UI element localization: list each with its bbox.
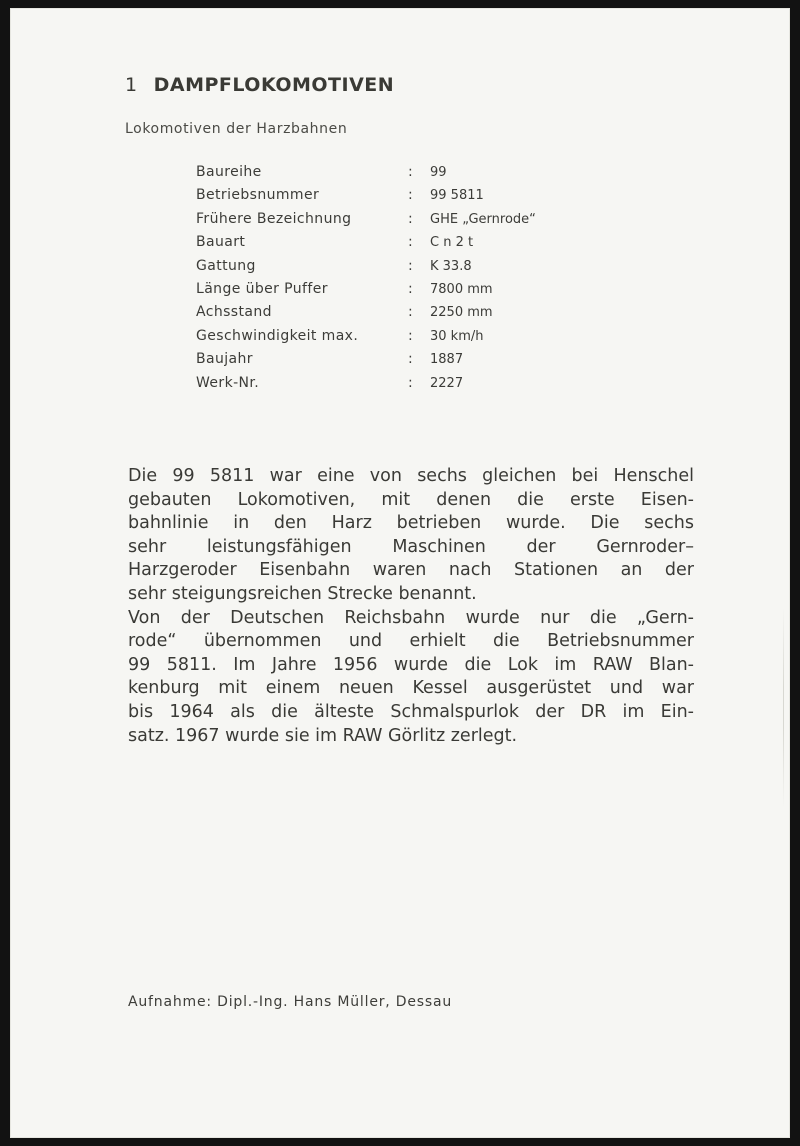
paper-crease — [783, 608, 784, 808]
spec-separator: : — [408, 187, 413, 204]
spec-value: 30 km/h — [430, 328, 484, 344]
spec-label: Werk-Nr. — [196, 374, 260, 391]
spec-value: 1887 — [430, 352, 464, 368]
spec-separator: : — [408, 257, 413, 274]
spec-label: Bauart — [196, 234, 246, 251]
spec-value: 99 — [430, 165, 447, 180]
subtitle: Lokomotiven der Harzbahnen — [125, 121, 348, 137]
spec-label: Frühere Bezeichnung — [196, 210, 352, 227]
body-line: bis 1964 als die älteste Schmalspurlok der DR im Ein- — [128, 701, 694, 722]
spec-label: Baureihe — [196, 164, 262, 180]
body-line: Von der Deutschen Reichsbahn wurde nur die „Gern- — [128, 607, 694, 628]
spec-separator: : — [408, 164, 413, 180]
spec-separator: : — [408, 234, 413, 251]
body-line: gebauten Lokomotiven, mit denen die erste Eisen- — [128, 489, 694, 510]
section-title: DAMPFLOKOMOTIVEN — [153, 74, 395, 96]
spec-value: GHE „Gernrode“ — [430, 211, 536, 227]
body-line: Harzgeroder Eisenbahn waren nach Stationen an der — [128, 560, 694, 581]
photo-credit: Aufnahme: Dipl.-Ing. Hans Müller, Dessau — [128, 994, 453, 1010]
spec-separator: : — [408, 327, 413, 344]
spec-value: 99 5811 — [430, 188, 484, 204]
spec-value: 2227 — [430, 375, 464, 391]
body-line: sehr steigungsreichen Strecke benannt. — [128, 583, 477, 604]
spec-separator: : — [408, 210, 413, 227]
body-line: bahnlinie in den Harz betrieben wurde. Die sechs — [128, 513, 694, 534]
body-line: kenburg mit einem neuen Kessel ausgerüstet und war — [128, 678, 694, 699]
body-line: sehr leistungsfähigen Maschinen der Gernroder– — [128, 536, 694, 557]
postcard-back — [10, 8, 790, 1138]
spec-separator: : — [408, 374, 413, 391]
body-line: 99 5811. Im Jahre 1956 wurde die Lok im RAW Blan- — [128, 654, 694, 675]
section-heading — [125, 74, 394, 96]
spec-label: Geschwindigkeit max. — [196, 327, 359, 344]
spec-label: Achsstand — [196, 304, 272, 321]
section-number: 1 — [125, 74, 138, 96]
spec-value: K 33.8 — [430, 258, 472, 274]
body-line: Die 99 5811 war eine von sechs gleichen bei Henschel — [128, 466, 694, 486]
spec-label: Baujahr — [196, 351, 253, 368]
spec-value: 2250 mm — [430, 305, 493, 321]
spec-separator: : — [408, 304, 413, 321]
spec-separator: : — [408, 280, 413, 297]
body-line: satz. 1967 wurde sie im RAW Görlitz zerlegt. — [128, 725, 518, 746]
spec-value: 7800 mm — [430, 281, 493, 297]
spec-label: Länge über Puffer — [196, 280, 328, 297]
spec-value: C n 2 t — [430, 235, 474, 251]
spec-separator: : — [408, 351, 413, 368]
body-line: rode“ übernommen und erhielt die Betriebsnummer — [128, 631, 694, 652]
description-paragraph — [128, 465, 694, 748]
spec-label: Betriebsnummer — [196, 187, 320, 204]
spec-label: Gattung — [196, 257, 256, 274]
